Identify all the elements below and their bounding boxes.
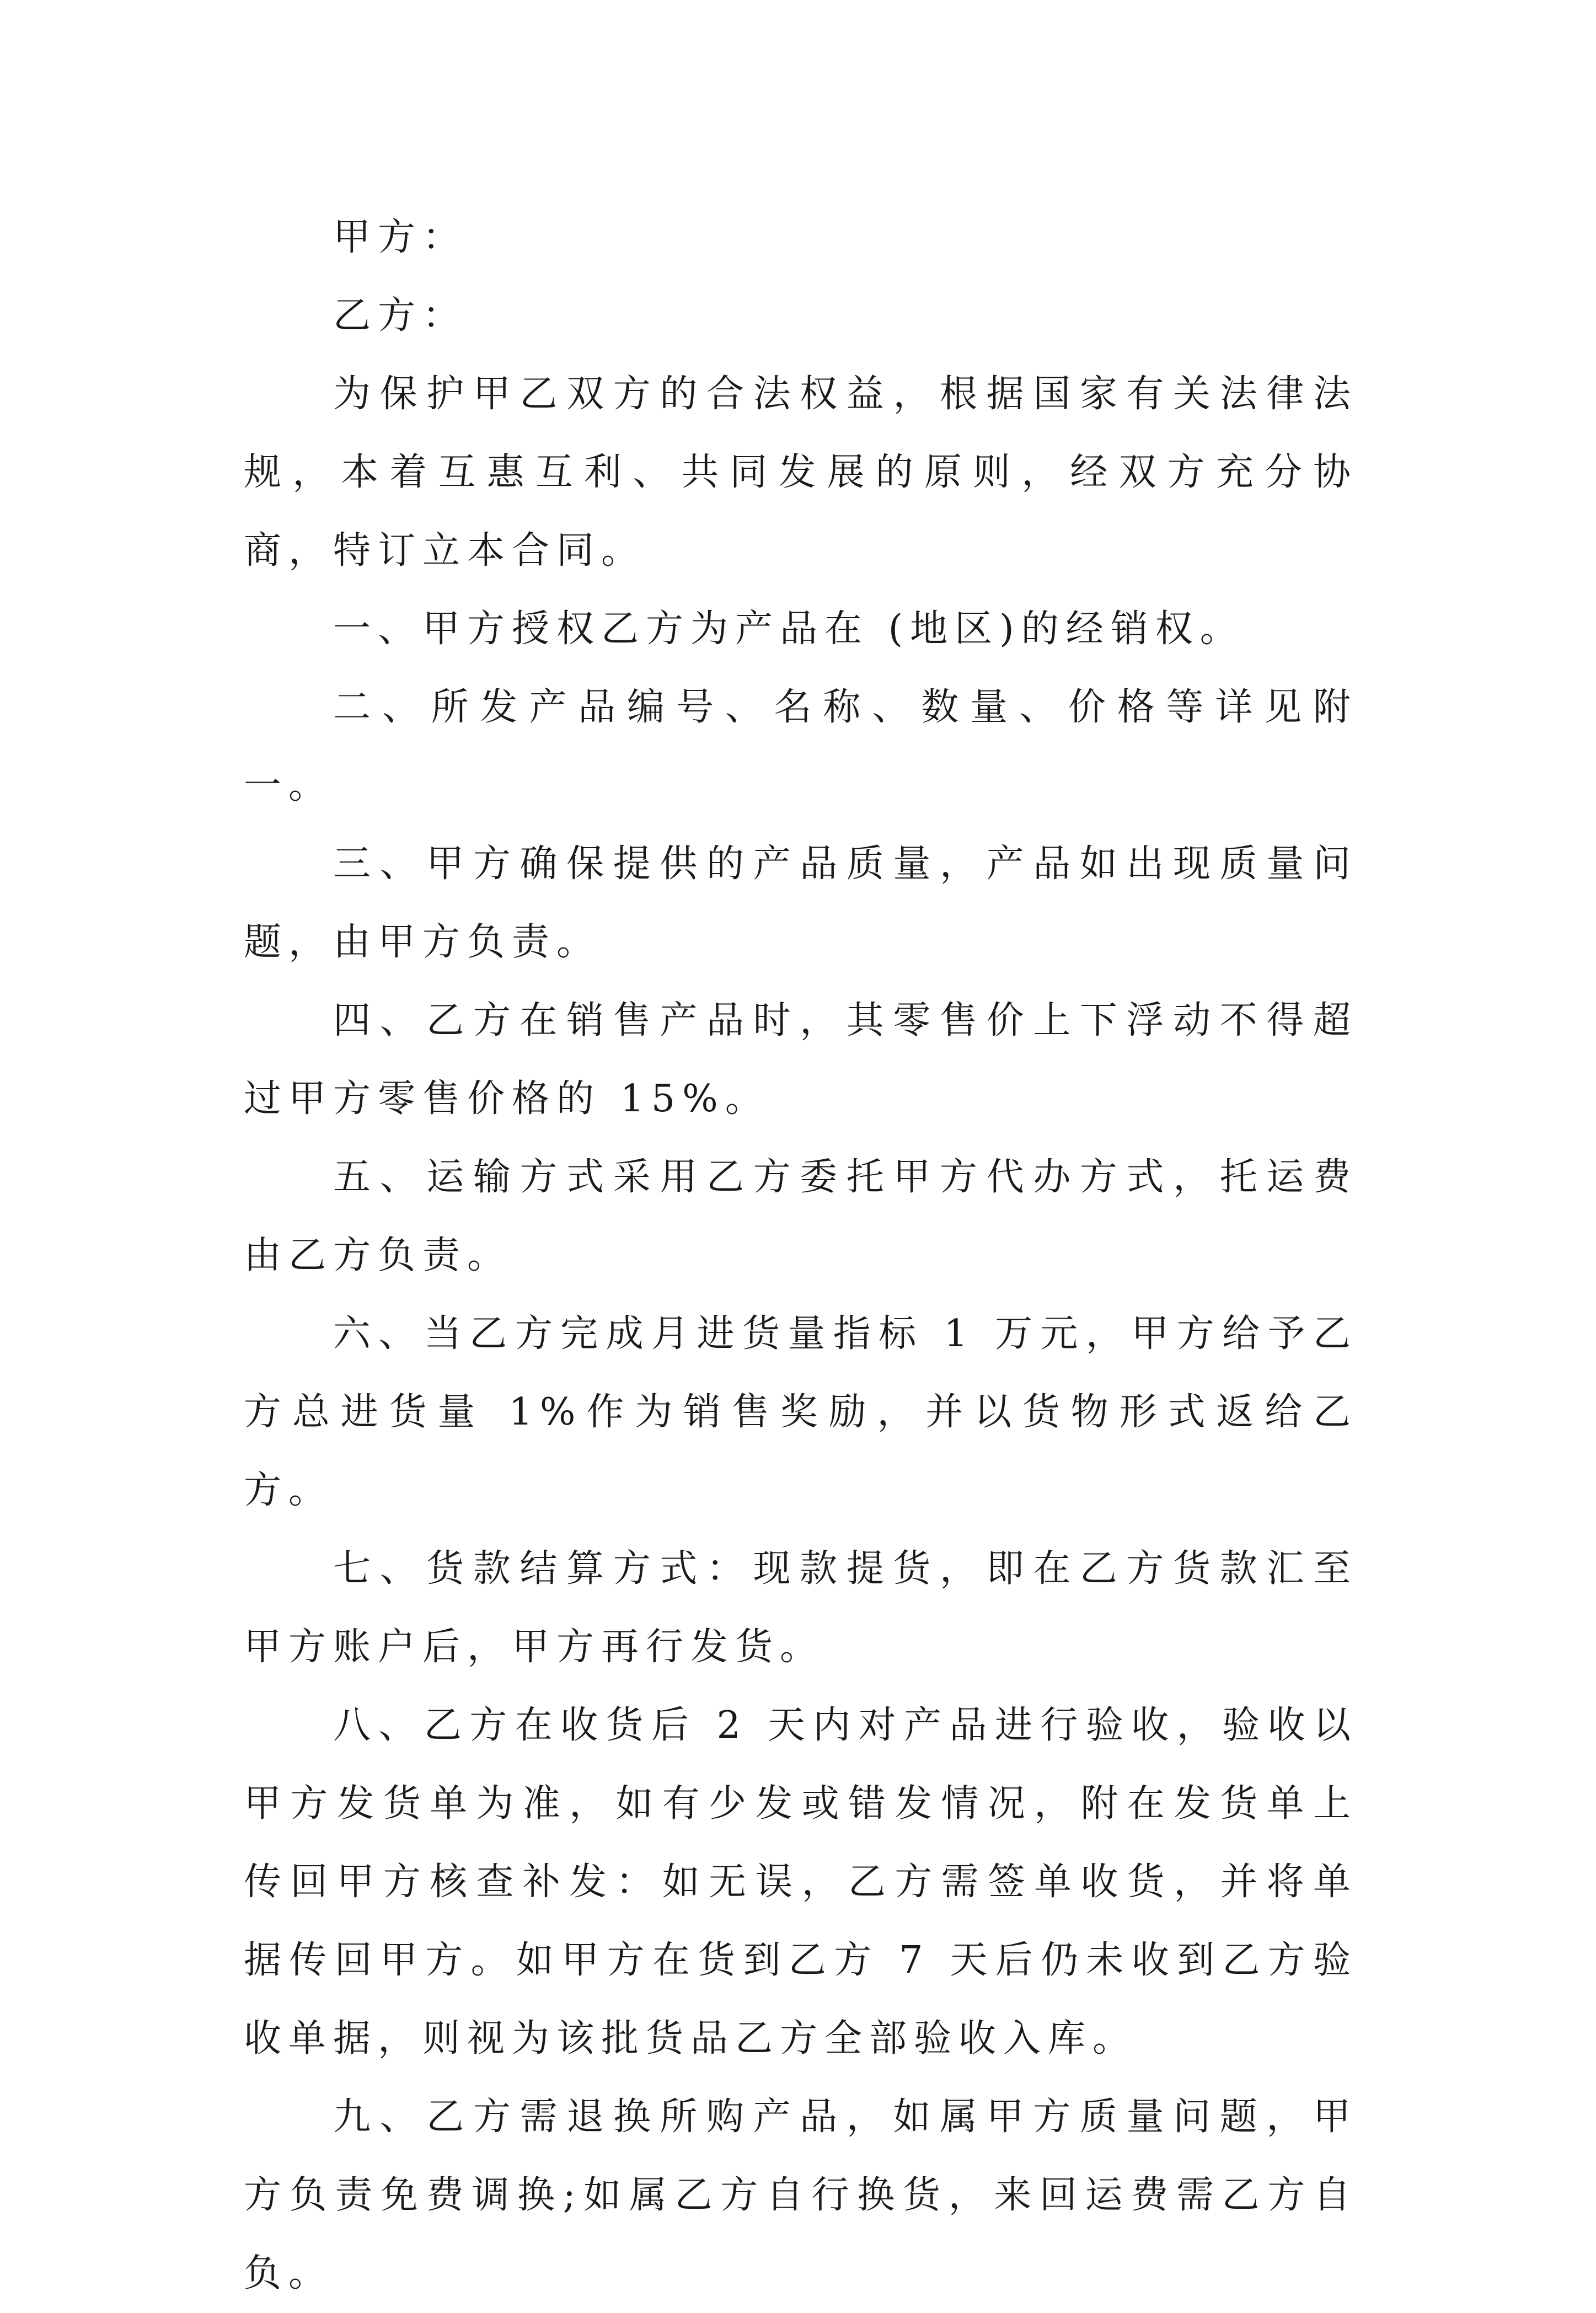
clause-7: 七、货款结算方式：现款提货，即在乙方货款汇至甲方账户后，甲方再行发货。	[244, 1547, 1358, 1669]
clause-4: 四、乙方在销售产品时，其零售价上下浮动不得超过甲方零售价格的 15%。	[244, 999, 1358, 1121]
clause-9: 九、乙方需退换所购产品，如属甲方质量问题，甲方负责免费调换;如属乙方自行换货，来回运费需乙方自负。	[244, 2095, 1358, 2295]
clause-1: 一、甲方授权乙方为产品在 (地区)的经销权。	[333, 607, 1245, 651]
clause-6: 六、当乙方完成月进货量指标 1 万元，甲方给予乙方总进货量 1%作为销售奖励，并以货物形式返给乙方。	[244, 1312, 1358, 1512]
party-a-line: 甲方：	[333, 216, 468, 259]
preamble-paragraph: 为保护甲乙双方的合法权益，根据国家有关法律法规，本着互惠互利、共同发展的原则，经双方充分协商，特订立本合同。	[244, 372, 1358, 572]
clause-2: 二、所发产品编号、名称、数量、价格等详见附一。	[244, 686, 1358, 807]
document-body	[244, 199, 1358, 2313]
clause-3: 三、甲方确保提供的产品质量，产品如出现质量问题，由甲方负责。	[244, 842, 1358, 964]
clause-5: 五、运输方式采用乙方委托甲方代办方式，托运费由乙方负责。	[244, 1155, 1358, 1277]
clause-8: 八、乙方在收货后 2 天内对产品进行验收，验收以甲方发货单为准，如有少发或错发情况，附在发货单上传回甲方核查补发：如无误，乙方需签单收货，并将单据传回甲方。如甲方在货到乙方 7 天后仍未收到乙方验收单据，则视为该批货品乙方全部验收入库。	[244, 1704, 1358, 2060]
party-b-line: 乙方：	[333, 294, 468, 338]
